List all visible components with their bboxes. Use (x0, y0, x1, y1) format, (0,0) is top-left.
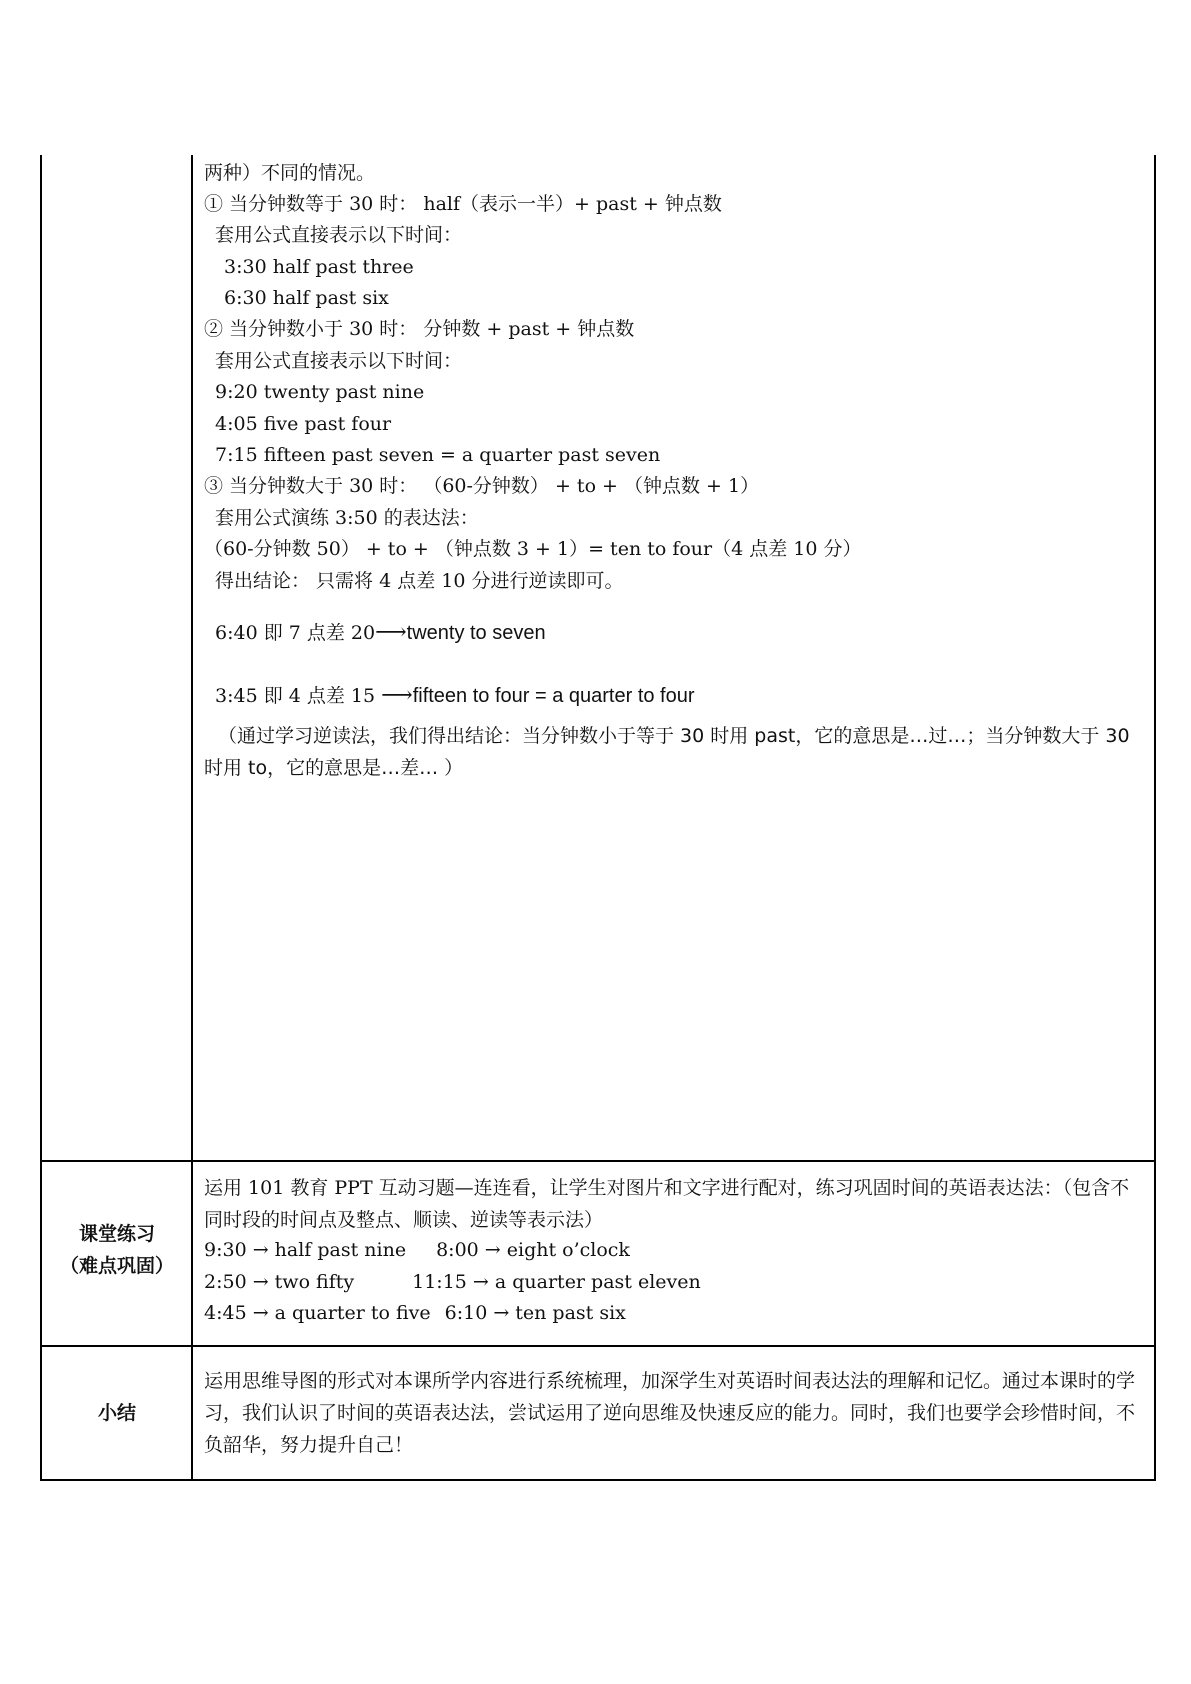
table-left-border (40, 155, 42, 1481)
table-right-border (1154, 155, 1156, 1481)
practice-pair-b: 11:15 → a quarter past eleven (412, 1271, 701, 1293)
example-line: 4:05 five past four (215, 413, 392, 435)
rule-one: ① 当分钟数等于 30 时： half（表示一半）+ past + 钟点数 (204, 193, 722, 215)
practice-pair-a: 2:50 → two fifty (204, 1271, 355, 1293)
arrow-example-result: twenty to seven (406, 622, 546, 644)
rule-three: ③ 当分钟数大于 30 时： （60-分钟数） + to + （钟点数 + 1） (204, 475, 760, 497)
content-line: 两种）不同的情况。 (204, 162, 376, 184)
practice-pair-row (204, 1237, 630, 1263)
example-line: 3:30 half past three (224, 256, 414, 278)
practice-pair-row (204, 1300, 626, 1326)
arrow-example (215, 620, 546, 646)
example-line: 9:20 twenty past nine (215, 381, 425, 403)
practice-pair-b: 8:00 → eight o’clock (436, 1239, 630, 1261)
long-arrow-icon: ⟶ (375, 620, 407, 645)
example-line: 6:30 half past six (224, 287, 389, 309)
practice-label-title: 课堂练习 (78, 1223, 155, 1245)
practice-pair-a: 4:45 → a quarter to five (204, 1302, 431, 1324)
arrow-example-prefix: 6:40 即 7 点差 20 (215, 622, 376, 644)
row-divider-2 (40, 1345, 1156, 1347)
summary-conclusion: （通过学习逆读法，我们得出结论：当分钟数小于等于 30 时用 past，它的意思是…过…；当分钟数大于 30 时用 to，它的意思是…差… ） (204, 725, 1130, 779)
practice-intro: 运用 101 教育 PPT 互动习题—连连看，让学生对图片和文字进行配对，练习巩固时间的英语表达法：（包含不同时段的时间点及整点、顺读、逆读等表示法） (204, 1177, 1130, 1231)
content-line: 套用公式直接表示以下时间： (215, 224, 463, 246)
long-arrow-icon: ⟶ (381, 683, 413, 708)
practice-label-subtitle: （难点巩固） (59, 1255, 174, 1277)
content-line: 套用公式直接表示以下时间： (215, 350, 463, 372)
summary-text: 运用思维导图的形式对本课所学内容进行系统梳理，加深学生对英语时间表达法的理解和记忆。通过本课时的学习，我们认识了时间的英语表达法，尝试运用了逆向思维及快速反应的能力。同时，我们也要学会珍惜时间，不负韶华，努力提升自己！ (204, 1370, 1136, 1456)
table-bottom-border (40, 1479, 1156, 1481)
summary-label: 小结 (97, 1402, 136, 1424)
content-line: 套用公式演练 3:50 的表达法： (215, 507, 479, 529)
practice-label (42, 1218, 192, 1282)
arrow-example (215, 683, 695, 709)
rule-two: ② 当分钟数小于 30 时： 分钟数 + past + 钟点数 (204, 318, 635, 340)
table-column-divider (191, 155, 193, 1481)
row-divider-1 (40, 1160, 1156, 1162)
arrow-example-result: fifteen to four = a quarter to four (412, 685, 695, 707)
practice-pair-row (204, 1269, 701, 1295)
practice-pair-a: 9:30 → half past nine (204, 1239, 407, 1261)
arrow-example-prefix: 3:45 即 4 点差 15 (215, 685, 376, 707)
example-line: 7:15 fifteen past seven = a quarter past seven (215, 444, 661, 466)
conclusion-line: 得出结论： 只需将 4 点差 10 分进行逆读即可。 (215, 570, 624, 592)
practice-pair-b: 6:10 → ten past six (444, 1302, 626, 1324)
formula-line: （60-分钟数 50） + to + （钟点数 3 + 1）= ten to four（4 点差 10 分） (204, 538, 862, 560)
